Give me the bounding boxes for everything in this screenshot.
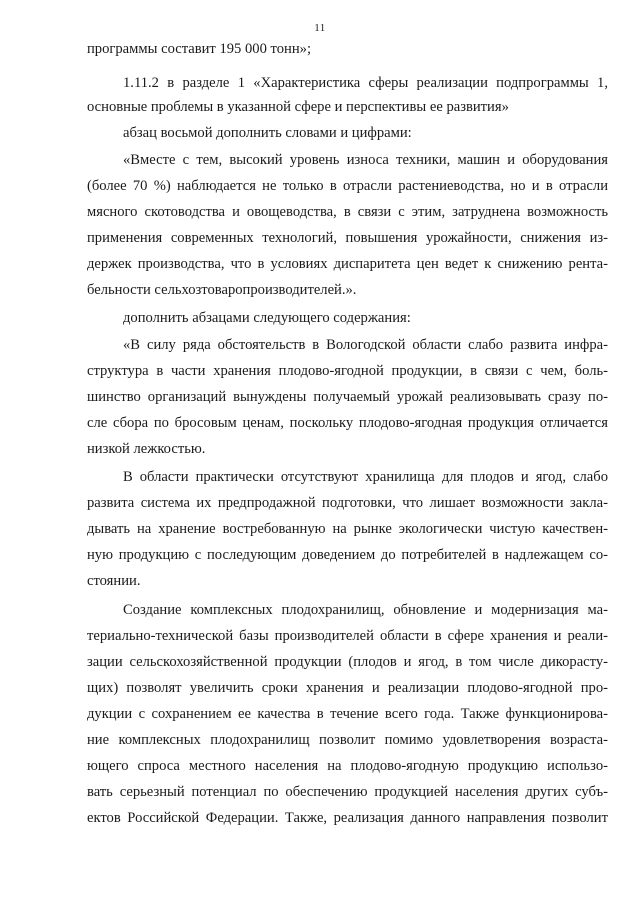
text-line: низкой лежкостью. (87, 441, 206, 457)
text-line: мясного скотоводства и овощеводства, в связи с этим, затруднена возможность (87, 204, 608, 220)
text-line: сле сбора по бросовым ценам, поскольку плодово-ягодная продукция отличается (87, 415, 608, 431)
text-line: териально-технической базы производителей области в сфере хранения и реали- (87, 628, 608, 644)
text-line: 1.11.2 в разделе 1 «Характеристика сферы реализации подпрограммы 1, (123, 75, 608, 91)
text-line: дукции с сохранением ее качества в течение всего года. Также функционирова- (87, 706, 608, 722)
text-line: щих) позволят увеличить сроки хранения и реализации плодово-ягодной про- (87, 680, 608, 696)
text-line: ектов Российской Федерации. Также, реализация данного направления позволит (87, 810, 608, 826)
text-line: структура в части хранения плодово-ягодной продукции, в связи с чем, боль- (87, 363, 608, 379)
text-line: стоянии. (87, 573, 141, 589)
text-line: дывать на хранение востребованную на рынке экологически чистую качествен- (87, 521, 608, 537)
text-line: Создание комплексных плодохранилищ, обновление и модернизация ма- (123, 602, 608, 618)
text-line: «В силу ряда обстоятельств в Вологодской области слабо развита инфра- (123, 337, 608, 353)
text-line: шинство организаций вынуждены получаемый урожай реализовывать сразу по- (87, 389, 608, 405)
text-line: держек производства, что в условиях диспаритета цен ведет к снижению рента- (87, 256, 608, 272)
text-line: ную продукцию с последующим доведением до потребителей в надлежащем со- (87, 547, 608, 563)
text-line: дополнить абзацами следующего содержания: (123, 310, 411, 326)
text-line: ющего спроса местного населения на плодово-ягодную продукцию использо- (87, 758, 608, 774)
text-line: программы составит 195 000 тонн»; (87, 41, 311, 57)
text-line: развита система их предпродажной подготовки, что лишает возможности закла- (87, 495, 608, 511)
page-number: 11 (314, 22, 326, 34)
text-line: ние комплексных плодохранилищ позволит помимо удовлетворения возраста- (87, 732, 608, 748)
text-line: бельности сельхозтоваропроизводителей.». (87, 282, 357, 298)
text-line: (более 70 %) наблюдается не только в отрасли растениеводства, но и в отрасли (87, 178, 608, 194)
text-line: вать серьезный потенциал по обеспечению продукцией населения других субъ- (87, 784, 608, 800)
text-line: «Вместе с тем, высокий уровень износа техники, машин и оборудования (123, 152, 608, 168)
text-line: основные проблемы в указанной сфере и перспективы ее развития» (87, 99, 509, 115)
text-line: В области практически отсутствуют хранилища для плодов и ягод, слабо (123, 469, 608, 485)
text-line: зации сельскохозяйственной продукции (плодов и ягод, в том числе дикорасту- (87, 654, 608, 670)
text-line: абзац восьмой дополнить словами и цифрами: (123, 125, 412, 141)
text-line: применения современных технологий, повышения урожайности, снижения из- (87, 230, 608, 246)
